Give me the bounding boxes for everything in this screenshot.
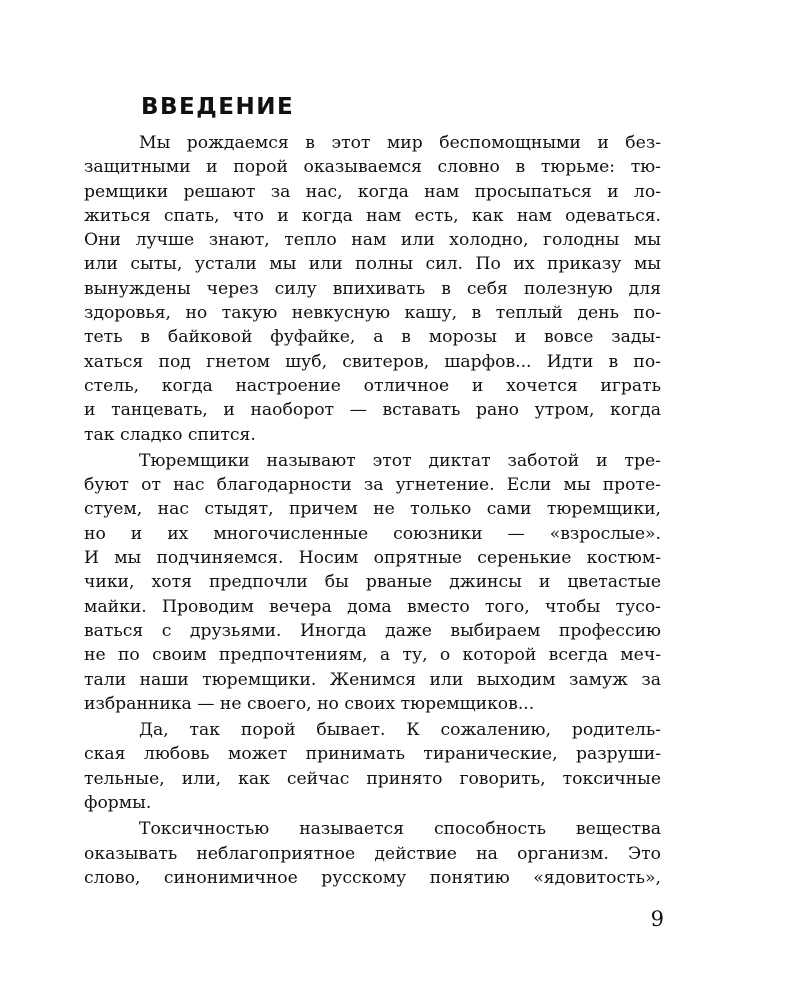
text-line: оказывать неблагоприятное действие на организм. Это [84, 843, 661, 864]
chapter-heading: ВВЕДЕНИЕ [141, 94, 295, 120]
page-number: 9 [650, 907, 664, 931]
text-line: хаться под гнетом шуб, свитеров, шарфов... Идти в по- [84, 351, 661, 372]
text-line: вынуждены через силу впихивать в себя полезную для [84, 278, 661, 299]
text-line: тали наши тюремщики. Женимся или выходим замуж за [84, 669, 661, 690]
text-line: или сыты, устали мы или полны сил. По их приказу мы [84, 254, 661, 275]
text-line: стуем, нас стыдят, причем не только сами тюремщики, [84, 499, 661, 520]
text-line: так сладко спится. [84, 424, 256, 445]
paragraph-1 [84, 131, 661, 447]
text-line: ская любовь может принимать тиранические, разруши- [84, 744, 661, 765]
paragraph-2 [84, 449, 661, 716]
text-line: Мы рождаемся в этот мир беспомощными и без- [139, 133, 661, 153]
text-line: житься спать, что и когда нам есть, как нам одеваться. [84, 205, 661, 226]
text-line: здоровья, но такую невкусную кашу, в теплый день по- [84, 303, 661, 324]
text-line: И мы подчиняемся. Носим опрятные серенькие костюм- [84, 548, 661, 569]
text-line: ваться с друзьями. Иногда даже выбираем профессию [84, 620, 661, 641]
body-text [84, 131, 661, 890]
text-line: тельные, или, как сейчас принято говорить, токсичные [84, 768, 661, 789]
text-line: буют от нас благодарности за угнетение. Если мы проте- [84, 475, 661, 496]
text-line: Тюремщики называют этот диктат заботой и тре- [139, 450, 661, 471]
text-line: стель, когда настроение отличное и хочется играть [84, 375, 661, 396]
text-line: и танцевать, и наоборот — вставать рано утром, когда [84, 400, 661, 421]
text-line: не по своим предпочтениям, а ту, о которой всегда меч- [84, 645, 661, 666]
text-line: но и их многочисленные союзники — «взрослые». [84, 523, 661, 544]
paragraph-4 [84, 817, 661, 890]
text-line: ремщики решают за нас, когда нам просыпаться и ло- [84, 181, 661, 202]
text-line: формы. [84, 793, 152, 814]
text-line: теть в байковой фуфайке, а в морозы и вовсе зады- [84, 327, 661, 348]
text-line: слово, синонимичное русскому понятию «ядовитость», [84, 867, 661, 888]
text-line: Они лучше знают, тепло нам или холодно, голодны мы [84, 230, 661, 251]
text-line: майки. Проводим вечера дома вместо того, чтобы тусо- [84, 596, 661, 617]
text-line: чики, хотя предпочли бы рваные джинсы и цветастые [84, 572, 661, 593]
text-line: избранника — не своего, но своих тюремщиков... [84, 693, 535, 714]
text-line: Токсичностью называется способность вещества [139, 819, 661, 840]
text-line: защитными и порой оказываемся словно в тюрьме: тю- [84, 157, 661, 178]
text-line: Да, так порой бывает. К сожалению, родитель- [139, 720, 661, 741]
paragraph-3 [84, 718, 661, 815]
